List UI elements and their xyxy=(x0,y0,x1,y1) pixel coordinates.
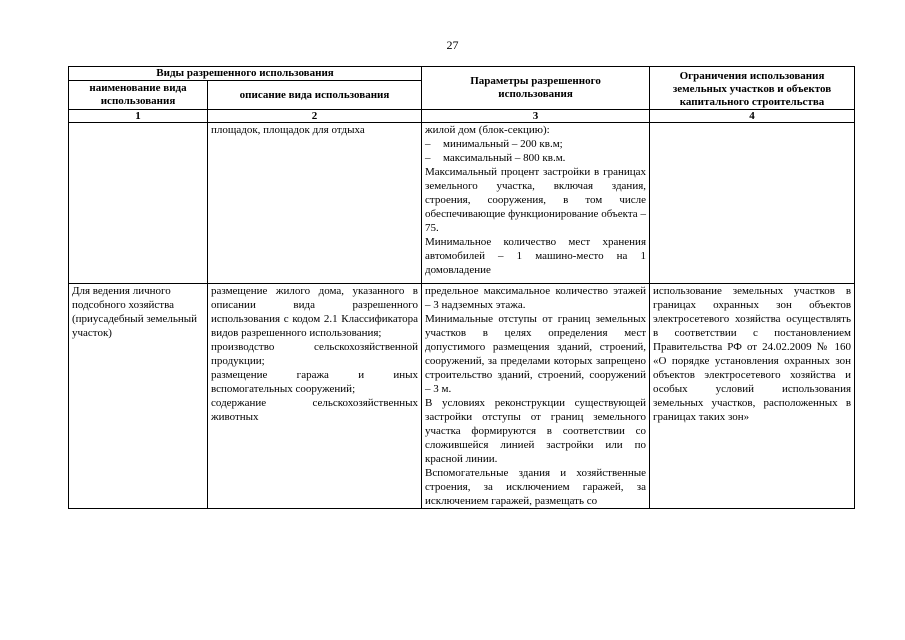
row2-col2 xyxy=(208,284,422,509)
header-col2-title: описание вида использования xyxy=(208,81,422,110)
row2-col3-para-4: Вспомогательные здания и хозяйственные строения, за исключением гаражей, за исключением гаражей, размещать со xyxy=(425,467,647,507)
col-number-2: 2 xyxy=(208,110,422,123)
row2-col2-item-2: производство сельскохозяйственной продукции; xyxy=(211,341,419,367)
row2-col2-item-4: содержание сельскохозяйственных животных xyxy=(211,397,419,423)
header-row-1 xyxy=(69,67,855,81)
row1-col4 xyxy=(650,123,855,284)
header-group-title: Виды разрешенного использования xyxy=(69,67,422,81)
page-number: 27 xyxy=(446,38,459,52)
row2-col3-para-2: Минимальные отступы от границ земельных участков в целях определения мест допустимого размещения зданий, строений, сооружений, за пределами которых запрещено строительство зданий, строений, сооружений – 3 м. xyxy=(425,313,647,395)
header-col4-title: Ограничения использования земельных участков и объектов капитального строительства xyxy=(650,67,855,110)
row1-col3-line-4: Максимальный процент застройки в границах земельного участка, включая здания, строения, сооружения, в том числе обеспечивающие функционирование объекта – 75. xyxy=(425,166,647,234)
row2-col3 xyxy=(422,284,650,509)
col-number-1: 1 xyxy=(69,110,208,123)
row2-col3-para-1: предельное максимальное количество этажей – 3 надземных этажа. xyxy=(425,285,647,311)
table-row xyxy=(69,284,855,509)
header-col3-title: Параметры разрешенного использования xyxy=(422,67,650,110)
row1-col3 xyxy=(422,123,650,284)
row1-col1 xyxy=(69,123,208,284)
column-number-row xyxy=(69,110,855,123)
table-row xyxy=(69,123,855,284)
row2-col1: Для ведения личного подсобного хозяйства (приусадебный земельный участок) xyxy=(69,284,208,509)
row2-col3-para-3: В условиях реконструкции существующей застройки отступы от границ земельного участка формируются в соответствии со сложившейся линией застройки или по красной линии. xyxy=(425,397,647,465)
header-col1-title: наименование вида использования xyxy=(69,81,208,110)
col-number-4: 4 xyxy=(650,110,855,123)
row1-col3-line-3: – максимальный – 800 кв.м. xyxy=(425,152,566,164)
row1-col3-line-1: жилой дом (блок-секцию): xyxy=(425,124,550,136)
row1-col2: площадок, площадок для отдыха xyxy=(208,123,422,284)
col-number-3: 3 xyxy=(422,110,650,123)
land-use-table xyxy=(68,66,855,509)
row2-col2-item-1: размещение жилого дома, указанного в описании вида разрешенного использования с кодом 2.1 Классификатора видов разрешенного использования; xyxy=(211,285,419,339)
row1-col3-line-5: Минимальное количество мест хранения автомобилей – 1 машино-место на 1 домовладение xyxy=(425,236,647,276)
row2-col2-item-3: размещение гаража и иных вспомогательных сооружений; xyxy=(211,369,419,395)
row2-col4: использование земельных участков в границах охранных зон объектов электросетевого хозяйства осуществлять в соответствии с постановлением Правительства РФ от 24.02.2009 № 160 «О порядке установления охранных зон объектов электросетевого хозяйства и особых условий использования земельных участков, расположенных в границах таких зон» xyxy=(650,284,855,509)
row1-col3-line-2: – минимальный – 200 кв.м; xyxy=(425,138,563,150)
